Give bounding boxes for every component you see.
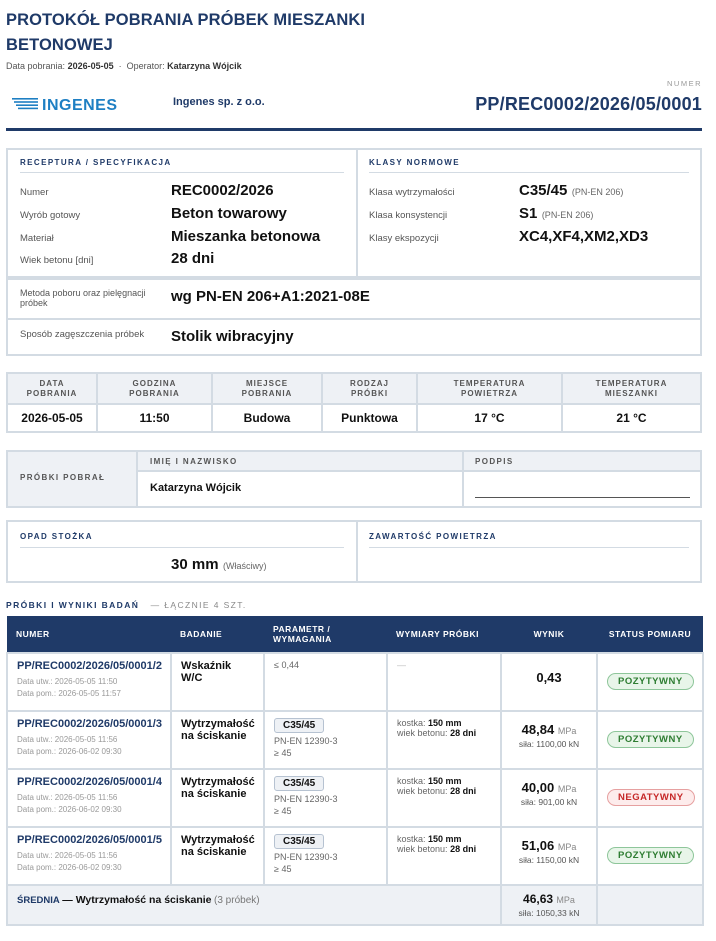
slump-value-wrap bbox=[171, 556, 266, 574]
status-badge: POZYTYWNY bbox=[607, 673, 694, 690]
dimension-age: wiek betonu: 28 dni bbox=[397, 844, 477, 854]
operator-value: Katarzyna Wójcik bbox=[167, 61, 242, 71]
average-row bbox=[7, 885, 703, 925]
col-parameter: PARAMETR / WYMAGANIA bbox=[264, 616, 387, 653]
sampling-header: GODZINA POBRANIA bbox=[97, 373, 212, 404]
sampling-date: 2026-05-05 bbox=[7, 404, 97, 432]
col-status: STATUS POMIARU bbox=[597, 616, 703, 653]
classes-title: KLASY NORMOWE bbox=[369, 158, 460, 167]
norm-text: PN-EN 12390-3 bbox=[274, 736, 338, 746]
spec-row-material bbox=[20, 228, 320, 245]
operator-label: Operator: bbox=[126, 61, 165, 71]
dimension-age: wiek betonu: 28 dni bbox=[397, 728, 477, 738]
test-name: Wytrzymałość na ściskanie bbox=[181, 834, 255, 858]
average-count: (3 próbek) bbox=[214, 895, 260, 906]
sample-id: PP/REC0002/2026/05/0001/3 bbox=[17, 718, 162, 730]
results-table bbox=[6, 616, 704, 926]
class-row-strength bbox=[369, 182, 623, 200]
method-section bbox=[6, 278, 702, 320]
average-label: ŚREDNIA bbox=[17, 895, 60, 906]
sample-id: PP/REC0002/2026/05/0001/5 bbox=[17, 834, 162, 846]
dimension-size: kostka: 150 mm bbox=[397, 776, 462, 786]
col-result: WYNIK bbox=[501, 616, 597, 653]
class-value: XC4,XF4,XM2,XD3 bbox=[519, 228, 649, 245]
result-value: 40,00 bbox=[521, 780, 555, 795]
class-row-exposure bbox=[369, 228, 648, 245]
requirement: ≥ 45 bbox=[274, 806, 292, 816]
spec-value: 28 dni bbox=[171, 250, 215, 267]
requirement: ≥ 45 bbox=[274, 864, 292, 874]
method-value: wg PN-EN 206+A1:2021-08E bbox=[171, 288, 370, 305]
class-label: Klasa konsystencji bbox=[369, 210, 448, 221]
signature-line bbox=[475, 497, 690, 498]
table-row bbox=[7, 711, 703, 769]
class-note: (PN-EN 206) bbox=[571, 187, 624, 197]
sampling-header: DATA POBRANIA bbox=[7, 373, 97, 404]
sample-dates: Data utw.: 2026-05-05 11:56 Data pom.: 2026-06-02 09:30 bbox=[17, 735, 122, 756]
col-test: BADANIE bbox=[171, 616, 264, 653]
test-name: Wskaźnik W/C bbox=[181, 660, 232, 684]
spec-value: Beton towarowy bbox=[171, 205, 287, 222]
spec-title: RECEPTURA / SPECYFIKACJA bbox=[20, 158, 172, 167]
sampling-table bbox=[6, 372, 702, 433]
company-name: Ingenes sp. z o.o. bbox=[173, 96, 265, 108]
logo-text: INGENES bbox=[42, 97, 118, 113]
col-number: NUMER bbox=[7, 616, 171, 653]
document-title bbox=[6, 8, 365, 58]
spec-label: Wyrób gotowy bbox=[20, 210, 81, 221]
method-label: Metoda poboru oraz pielęgnacji próbek bbox=[20, 288, 146, 308]
air-temperature: 17 °C bbox=[417, 404, 562, 432]
status-badge: POZYTYWNY bbox=[607, 847, 694, 864]
sampling-time: 11:50 bbox=[97, 404, 212, 432]
table-row bbox=[7, 827, 703, 885]
result-unit: MPa bbox=[557, 726, 577, 736]
result-force: siła: 901,00 kN bbox=[520, 797, 578, 807]
sample-dates: Data utw.: 2026-05-05 11:56 Data pom.: 2026-06-02 09:30 bbox=[17, 851, 122, 872]
norm-text: PN-EN 12390-3 bbox=[274, 852, 338, 862]
compaction-label: Sposób zagęszczenia próbek bbox=[20, 329, 145, 340]
air-title: ZAWARTOŚĆ POWIETRZA bbox=[369, 532, 497, 541]
test-name: Wytrzymałość na ściskanie bbox=[181, 718, 255, 742]
collector-title: PRÓBKI POBRAŁ bbox=[20, 473, 106, 482]
company-logo bbox=[12, 95, 157, 113]
compaction-section bbox=[6, 318, 702, 356]
spec-value: REC0002/2026 bbox=[171, 182, 274, 199]
number-label: NUMER bbox=[667, 79, 702, 88]
class-row-consistency bbox=[369, 205, 593, 223]
sampling-header: TEMPERATURA MIESZANKI bbox=[562, 373, 701, 404]
dimension-age: wiek betonu: 28 dni bbox=[397, 786, 477, 796]
collector-name: Katarzyna Wójcik bbox=[150, 482, 242, 494]
table-row bbox=[7, 769, 703, 827]
spec-label: Wiek betonu [dni] bbox=[20, 255, 94, 266]
signature-header: PODPIS bbox=[475, 457, 514, 466]
sample-id: PP/REC0002/2026/05/0001/4 bbox=[17, 776, 162, 788]
strength-class-chip: C35/45 bbox=[274, 776, 324, 791]
spec-row-product bbox=[20, 205, 287, 222]
collector-section bbox=[6, 450, 702, 508]
results-title: PRÓBKI I WYNIKI BADAŃ — ŁĄCZNIE 4 SZT. bbox=[6, 600, 247, 610]
class-value: S1 bbox=[519, 205, 538, 222]
spec-label: Numer bbox=[20, 187, 49, 198]
average-value: 46,63 bbox=[523, 892, 554, 906]
average-unit: MPa bbox=[556, 895, 575, 905]
header-meta: Data pobrania: 2026-05-05 · Operator: Katarzyna Wójcik bbox=[6, 61, 242, 71]
slump-note: (Właściwy) bbox=[222, 561, 267, 571]
result-unit: MPa bbox=[557, 842, 577, 852]
document-number: PP/REC0002/2026/05/0001 bbox=[475, 94, 702, 114]
requirement: ≤ 0,44 bbox=[274, 660, 299, 670]
compaction-value: Stolik wibracyjny bbox=[171, 328, 294, 345]
slump-air-section bbox=[6, 520, 702, 583]
spec-section bbox=[6, 148, 702, 278]
dimension-empty: — bbox=[397, 660, 406, 670]
norm-text: PN-EN 12390-3 bbox=[274, 794, 338, 804]
col-dimensions: WYMIARY PRÓBKI bbox=[387, 616, 501, 653]
title-line-1: PROTOKÓŁ POBRANIA PRÓBEK MIESZANKI bbox=[6, 11, 366, 29]
table-row bbox=[7, 653, 703, 711]
sample-dates: Data utw.: 2026-05-05 11:50 Data pom.: 2026-05-05 11:57 bbox=[17, 677, 121, 698]
dimension-size: kostka: 150 mm bbox=[397, 834, 462, 844]
spec-row-age bbox=[20, 250, 214, 267]
header-divider bbox=[6, 128, 702, 131]
average-force: siła: 1050,33 kN bbox=[518, 908, 580, 918]
class-label: Klasy ekspozycji bbox=[369, 233, 439, 244]
status-badge: POZYTYWNY bbox=[607, 731, 694, 748]
sample-id: PP/REC0002/2026/05/0001/2 bbox=[17, 660, 162, 672]
sampling-header: MIEJSCE POBRANIA bbox=[212, 373, 322, 404]
spec-row-number bbox=[20, 182, 274, 199]
result-value: 0,43 bbox=[536, 670, 562, 685]
spec-label: Materiał bbox=[20, 233, 54, 244]
slump-value: 30 mm bbox=[171, 556, 219, 573]
result-force: siła: 1150,00 kN bbox=[518, 855, 580, 865]
result-value: 51,06 bbox=[521, 838, 555, 853]
average-text: — Wytrzymałość na ściskanie bbox=[62, 894, 212, 906]
results-count: — ŁĄCZNIE 4 SZT. bbox=[150, 600, 247, 610]
requirement: ≥ 45 bbox=[274, 748, 292, 758]
mix-temperature: 21 °C bbox=[562, 404, 701, 432]
name-header: IMIĘ I NAZWISKO bbox=[150, 457, 238, 466]
class-label: Klasa wytrzymałości bbox=[369, 187, 455, 198]
class-value: C35/45 bbox=[519, 182, 568, 199]
result-force: siła: 1100,00 kN bbox=[518, 739, 580, 749]
sample-dates: Data utw.: 2026-05-05 11:56 Data pom.: 2026-06-02 09:30 bbox=[17, 793, 122, 814]
result-value: 48,84 bbox=[521, 722, 555, 737]
title-line-2: BETONOWEJ bbox=[6, 36, 113, 54]
class-note: (PN-EN 206) bbox=[541, 210, 594, 220]
sampling-header: TEMPERATURA POWIETRZA bbox=[417, 373, 562, 404]
date-label: Data pobrania: bbox=[6, 61, 66, 71]
sample-type: Punktowa bbox=[322, 404, 417, 432]
slump-title: OPAD STOŻKA bbox=[20, 532, 93, 541]
sampling-header: RODZAJ PRÓBKI bbox=[322, 373, 417, 404]
date-value: 2026-05-05 bbox=[67, 61, 114, 71]
strength-class-chip: C35/45 bbox=[274, 718, 324, 733]
result-unit: MPa bbox=[557, 784, 577, 794]
status-badge: NEGATYWNY bbox=[607, 789, 695, 806]
test-name: Wytrzymałość na ściskanie bbox=[181, 776, 255, 800]
dimension-size: kostka: 150 mm bbox=[397, 718, 462, 728]
strength-class-chip: C35/45 bbox=[274, 834, 324, 849]
sampling-place: Budowa bbox=[212, 404, 322, 432]
spec-value: Mieszanka betonowa bbox=[171, 228, 321, 245]
